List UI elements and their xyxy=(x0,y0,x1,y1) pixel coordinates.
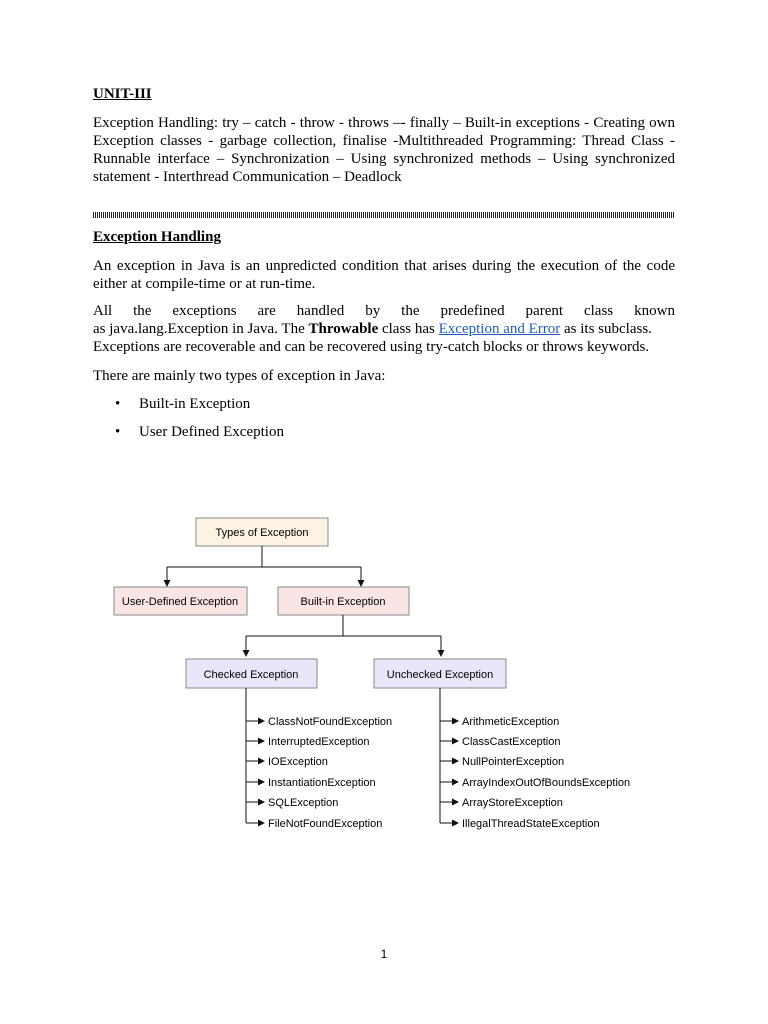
syllabus-paragraph: Exception Handling: try – catch - throw - throws –- finally – Built-in exceptions - Creating own Exception classes - garbage collection, finalise -Multithreaded Programming: Thread Class - Runnable interface – Synchronization – Using synchronized methods – Using synchronized statement - Interthread Communication – Deadlock xyxy=(93,115,675,185)
page-number: 1 xyxy=(380,947,388,961)
section-heading: Exception Handling xyxy=(93,229,221,245)
built-in-label: Built-in Exception xyxy=(300,596,386,608)
paragraph-throwable-line3: Exceptions are recoverable and can be recovered using try-catch blocks or throws keywords. xyxy=(93,339,650,355)
list-item: IllegalThreadStateException xyxy=(462,818,600,830)
list-item: InterruptedException xyxy=(268,736,370,748)
throwable-term: Throwable xyxy=(308,321,379,337)
list-item: IOException xyxy=(268,756,328,768)
root-label: Types of Exception xyxy=(215,527,309,539)
list-item: ArrayIndexOutOfBoundsException xyxy=(462,777,631,789)
list-item: InstantiationException xyxy=(268,777,376,789)
list-item: • User Defined Exception xyxy=(115,423,284,451)
list-item: NullPointerException xyxy=(462,756,565,768)
unit-title: UNIT-III xyxy=(93,86,152,102)
list-item: ArithmeticException xyxy=(462,716,560,728)
list-item: SQLException xyxy=(268,797,339,809)
list-item: FileNotFoundException xyxy=(268,818,383,830)
paragraph-definition: An exception in Java is an unpredicted condition that arises during the execution of the code either at compile-time or at run-time. xyxy=(93,258,675,292)
list-item: ClassNotFoundException xyxy=(268,716,393,728)
checked-exceptions-list xyxy=(246,716,392,830)
list-item: ArrayStoreException xyxy=(462,797,563,809)
checked-label: Checked Exception xyxy=(203,669,299,681)
paragraph-throwable-line1: All the exceptions are handled by the predefined parent class known xyxy=(93,303,675,319)
user-defined-label: User-Defined Exception xyxy=(121,596,239,608)
paragraph-throwable-line2: as java.lang.Exception in Java. The Throwable class has Exception and Error as its subclass. xyxy=(93,321,652,337)
unchecked-exceptions-list xyxy=(440,716,630,830)
list-item: ClassCastException xyxy=(462,736,561,748)
paragraph-types-intro: There are mainly two types of exception in Java: xyxy=(93,368,386,384)
list-item: • Built-in Exception xyxy=(115,395,284,423)
exception-and-error-link[interactable]: Exception and Error xyxy=(438,321,561,337)
unchecked-label: Unchecked Exception xyxy=(386,669,494,681)
